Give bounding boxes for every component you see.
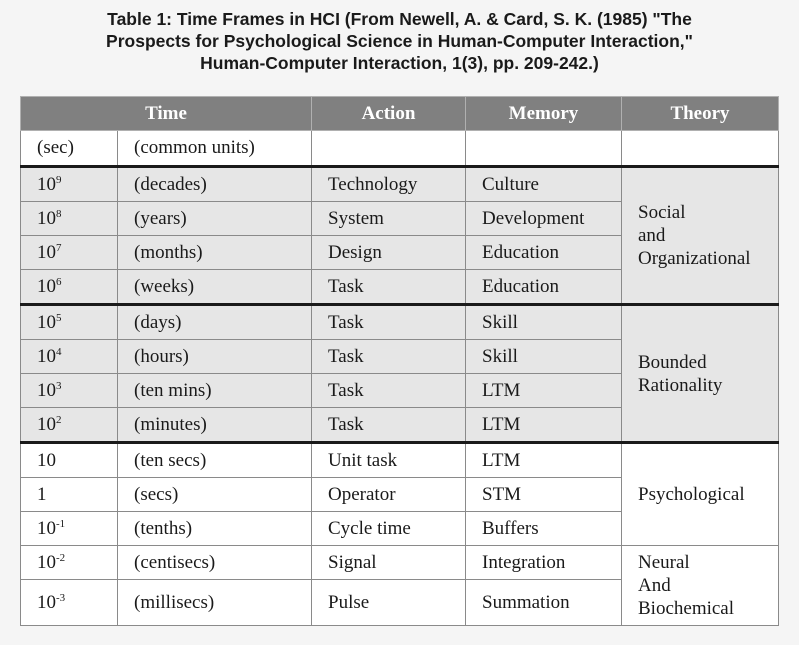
- time-common: (decades): [118, 167, 312, 202]
- header-theory: Theory: [622, 97, 779, 131]
- table-row: [21, 167, 779, 202]
- caption-line-1: Table 1: Time Frames in HCI (From Newell, A. & Card, S. K. (1985) "The: [107, 9, 692, 29]
- memory-cell: Summation: [466, 580, 622, 626]
- header-memory: Memory: [466, 97, 622, 131]
- time-seconds: $10^5$: [21, 305, 118, 340]
- action-cell: Task: [312, 408, 466, 443]
- table-row: [21, 443, 779, 478]
- action-cell: System: [312, 202, 466, 236]
- memory-cell: LTM: [466, 374, 622, 408]
- time-common: (tenths): [118, 512, 312, 546]
- time-common: (days): [118, 305, 312, 340]
- units-common: (common units): [118, 131, 312, 167]
- memory-cell: Skill: [466, 340, 622, 374]
- memory-cell: LTM: [466, 408, 622, 443]
- memory-cell: Development: [466, 202, 622, 236]
- action-cell: Unit task: [312, 443, 466, 478]
- table-caption: [0, 8, 799, 74]
- action-cell: Task: [312, 270, 466, 305]
- time-seconds: 10: [21, 443, 118, 478]
- time-seconds: $10^{-2}$: [21, 546, 118, 580]
- theory-psychological: Psychological: [622, 443, 779, 546]
- time-seconds: $10^7$: [21, 236, 118, 270]
- action-cell: Task: [312, 305, 466, 340]
- time-seconds: $10^{-1}$: [21, 512, 118, 546]
- action-cell: Design: [312, 236, 466, 270]
- memory-cell: Education: [466, 236, 622, 270]
- time-common: (secs): [118, 478, 312, 512]
- units-action-empty: [312, 131, 466, 167]
- time-seconds: $10^8$: [21, 202, 118, 236]
- table-row: [21, 546, 779, 580]
- units-sec: (sec): [21, 131, 118, 167]
- time-common: (ten secs): [118, 443, 312, 478]
- time-seconds: 1: [21, 478, 118, 512]
- time-seconds: $10^9$: [21, 167, 118, 202]
- action-cell: Operator: [312, 478, 466, 512]
- time-common: (months): [118, 236, 312, 270]
- table-row: [21, 305, 779, 340]
- caption-line-3: Human-Computer Interaction, 1(3), pp. 209-242.): [200, 53, 599, 73]
- memory-cell: Buffers: [466, 512, 622, 546]
- memory-cell: Integration: [466, 546, 622, 580]
- units-row: [21, 131, 779, 167]
- memory-cell: STM: [466, 478, 622, 512]
- time-common: (years): [118, 202, 312, 236]
- memory-cell: LTM: [466, 443, 622, 478]
- action-cell: Cycle time: [312, 512, 466, 546]
- time-seconds: $10^4$: [21, 340, 118, 374]
- units-memory-empty: [466, 131, 622, 167]
- memory-cell: Culture: [466, 167, 622, 202]
- time-seconds: $10^6$: [21, 270, 118, 305]
- memory-cell: Education: [466, 270, 622, 305]
- theory-social: Social and Organizational: [622, 167, 779, 305]
- time-common: (hours): [118, 340, 312, 374]
- header-time: Time: [21, 97, 312, 131]
- action-cell: Pulse: [312, 580, 466, 626]
- time-common: (centisecs): [118, 546, 312, 580]
- action-cell: Technology: [312, 167, 466, 202]
- action-cell: Signal: [312, 546, 466, 580]
- theory-neural: Neural And Biochemical: [622, 546, 779, 626]
- units-theory-empty: [622, 131, 779, 167]
- action-cell: Task: [312, 374, 466, 408]
- time-common: (minutes): [118, 408, 312, 443]
- time-common: (ten mins): [118, 374, 312, 408]
- caption-line-2: Prospects for Psychological Science in Human-Computer Interaction,": [106, 31, 693, 51]
- time-common: (weeks): [118, 270, 312, 305]
- header-action: Action: [312, 97, 466, 131]
- time-common: (millisecs): [118, 580, 312, 626]
- action-cell: Task: [312, 340, 466, 374]
- time-frames-table: [20, 96, 779, 626]
- header-row: [21, 97, 779, 131]
- time-seconds: $10^3$: [21, 374, 118, 408]
- theory-bounded: Bounded Rationality: [622, 305, 779, 443]
- memory-cell: Skill: [466, 305, 622, 340]
- time-seconds: $10^{-3}$: [21, 580, 118, 626]
- time-seconds: $10^2$: [21, 408, 118, 443]
